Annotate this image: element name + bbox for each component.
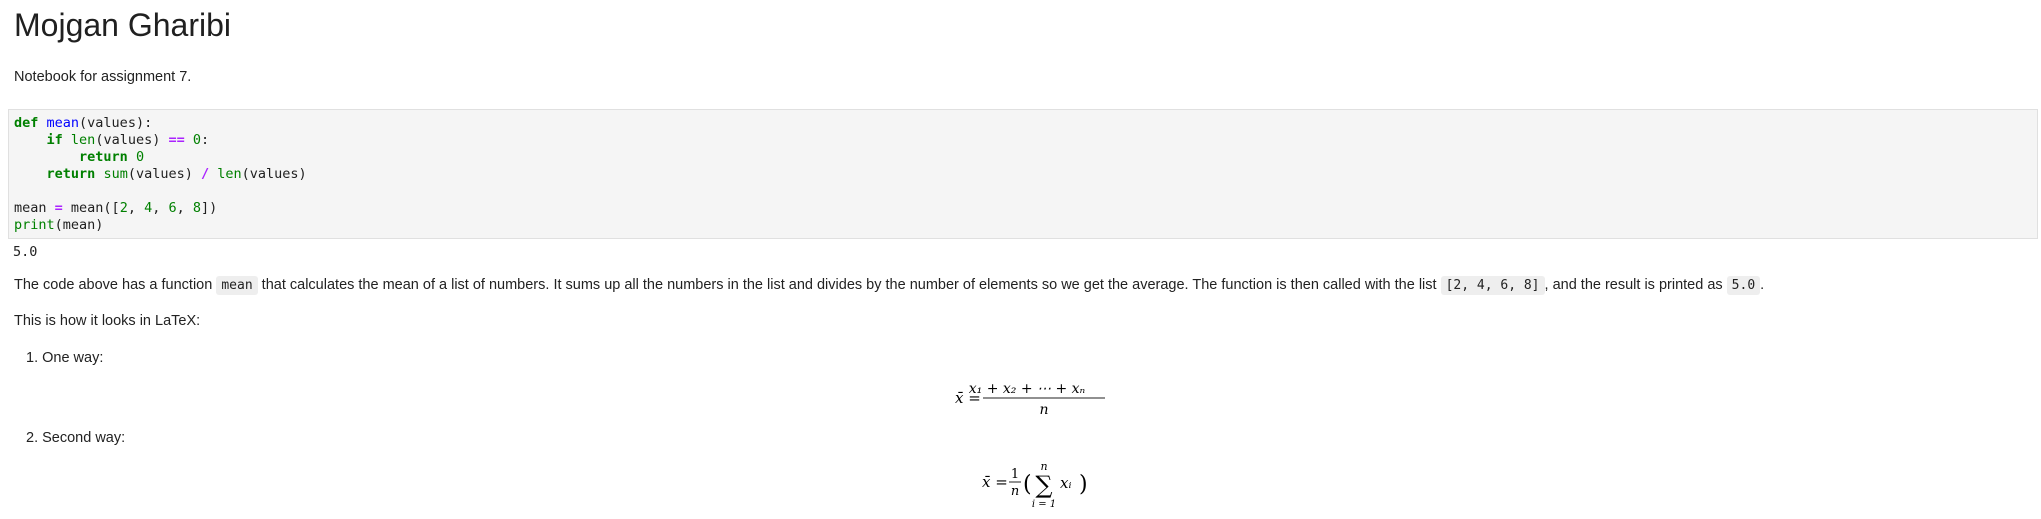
sum-upper-limit: n	[1040, 461, 1048, 473]
code-block	[14, 115, 307, 234]
list-item-one-way: 1. One way:	[26, 350, 104, 366]
code-line: return 0	[79, 149, 145, 165]
formula-lhs: x̄ =	[982, 473, 1008, 491]
code-output: 5.0	[13, 244, 38, 260]
code-line: if len(values) == 0:	[46, 132, 210, 148]
code-cell[interactable]	[8, 109, 2038, 239]
formula-mean-fraction	[955, 379, 1105, 419]
frac-denominator: n	[1010, 484, 1020, 499]
formula-lhs: x̄ =	[955, 389, 981, 407]
frac-numerator: 1	[1010, 467, 1020, 482]
paren-close: )	[1079, 472, 1088, 497]
notebook-description: Notebook for assignment 7.	[14, 69, 192, 85]
inline-code-list: [2, 4, 6, 8]	[1441, 276, 1545, 295]
explanation-text: The code above has a function	[14, 277, 217, 293]
code-line: mean = mean([2, 4, 6, 8])	[14, 200, 218, 216]
formula-mean-sum	[982, 461, 1092, 509]
code-line: def mean(values):	[14, 115, 153, 131]
inline-code-result: 5.0	[1727, 276, 1760, 295]
page-title: Mojgan Gharibi	[14, 7, 231, 43]
sum-symbol: ∑	[1035, 471, 1053, 499]
code-line: return sum(values) / len(values)	[46, 166, 307, 182]
formula-denominator: n	[1039, 402, 1049, 418]
explanation-text: , and the result is printed as	[1544, 277, 1727, 293]
inline-code-mean: mean	[216, 276, 257, 295]
explanation-paragraph	[14, 277, 1764, 293]
list-item-second-way: 2. Second way:	[26, 430, 126, 446]
explanation-text: that calculates the mean of a list of numbers. It sums up all the numbers in the list and divides by the number of elements so we get the average. The function is then called with the list	[257, 277, 1441, 293]
paren-open: (	[1023, 472, 1032, 497]
explanation-text: .	[1760, 277, 1765, 293]
sum-term: xᵢ	[1060, 474, 1072, 492]
sum-lower-limit: i = 1	[1031, 499, 1057, 509]
code-line: print(mean)	[14, 217, 104, 233]
formula-numerator: x₁ + x₂ + ⋯ + xₙ	[968, 381, 1086, 397]
latex-intro: This is how it looks in LaTeX:	[14, 313, 201, 329]
